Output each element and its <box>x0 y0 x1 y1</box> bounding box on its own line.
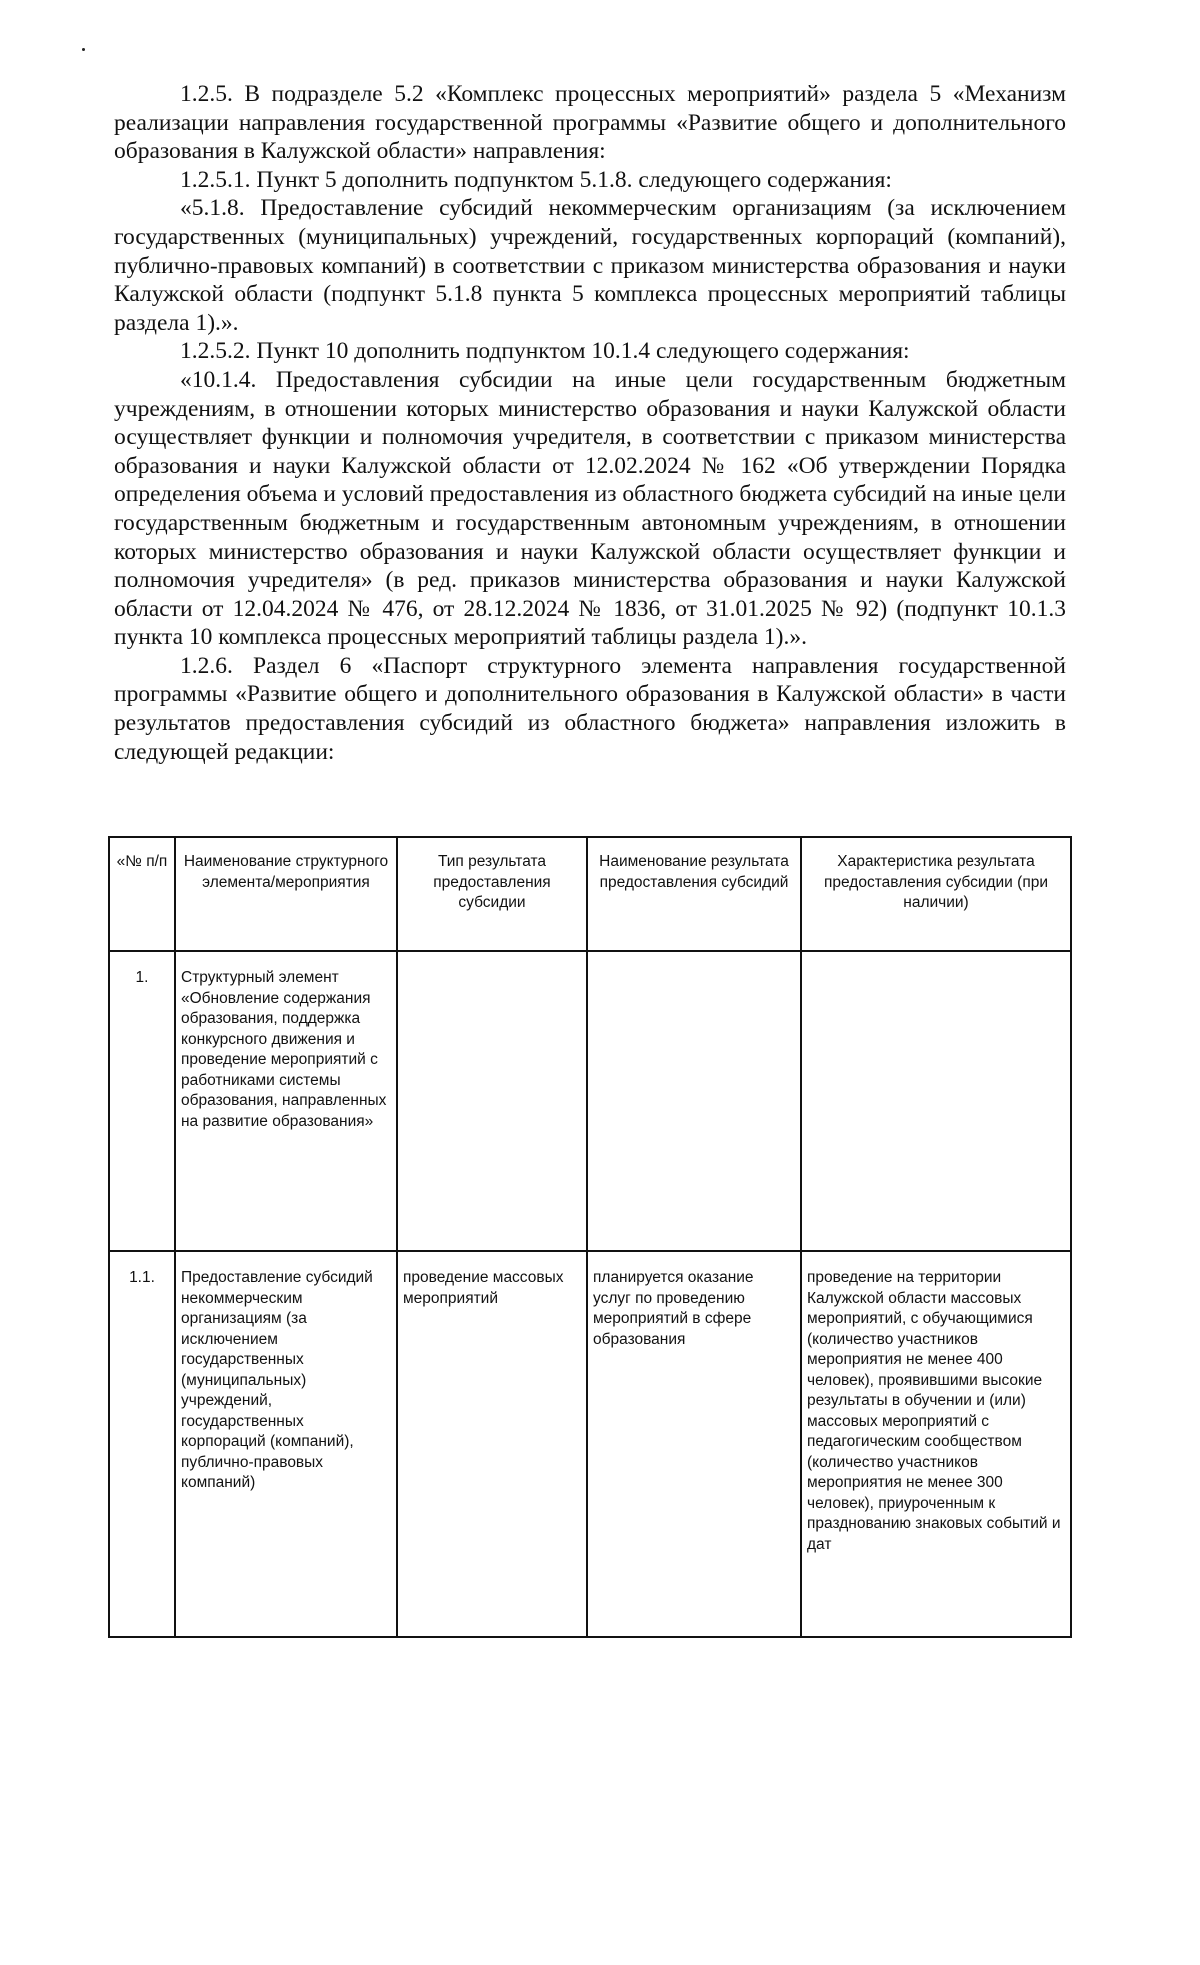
table-row <box>109 951 1071 1251</box>
header-result-characteristic: Характеристика результата предоставления субсидии (при наличии) <box>801 837 1071 951</box>
header-result-name: Наименование результата предоставления субсидий <box>587 837 801 951</box>
row-result-name: планируется оказание услуг по проведению мероприятий в сфере образования <box>587 1251 801 1637</box>
header-element-name: Наименование структурного элемента/мероприятия <box>175 837 397 951</box>
paragraph-1-2-5-1: 1.2.5.1. Пункт 5 дополнить подпунктом 5.1.8. следующего содержания: <box>180 166 892 193</box>
document-body <box>114 80 1066 766</box>
results-table <box>108 836 1072 1638</box>
header-result-type: Тип результата предоставления субсидии <box>397 837 587 951</box>
row-element-name: Структурный элемент «Обновление содержания образования, поддержка конкурсного движения и проведение мероприятий с работниками системы образования, направленных на развитие образования» <box>175 951 397 1251</box>
row-result-type <box>397 951 587 1251</box>
paragraph-10-1-4: «10.1.4. Предоставления субсидии на иные цели государственным бюджетным учреждениям, в отношении которых министерство образования и науки Калужской области осуществляет функции и полномочия учредителя, в соответствии с приказом министерства образования и науки Калужской области от 12.02.2024 № 162 «Об утверждении Порядка определения объема и условий предоставления из областного бюджета субсидий на иные цели государственным бюджетным и государственным автономным учреждениям, в отношении которых министерство образования и науки Калужской области осуществляет функции и полномочия учредителя» (в ред. приказов министерства образования и науки Калужской области от 12.04.2024 № 476, от 28.12.2024 № 1836, от 31.01.2025 № 92) (подпункт 10.1.3 пункта 10 комплекса процессных мероприятий таблицы раздела 1).». <box>114 366 1066 651</box>
row-element-name: Предоставление субсидий некоммерческим организациям (за исключением государственных (муниципальных) учреждений, государственных корпораций (компаний), публично-правовых компаний) <box>175 1251 397 1637</box>
row-result-characteristic <box>801 951 1071 1251</box>
row-result-name <box>587 951 801 1251</box>
paragraph-5-1-8: «5.1.8. Предоставление субсидий некоммерческим организациям (за исключением государственных (муниципальных) учреждений, государственных корпораций (компаний), публично-правовых компаний) в соответствии с приказом министерства образования и науки Калужской области (подпункт 5.1.8 пункта 5 комплекса процессных мероприятий таблицы раздела 1).». <box>114 195 1066 336</box>
paragraph-1-2-5-2: 1.2.5.2. Пункт 10 дополнить подпунктом 10.1.4 следующего содержания: <box>180 338 910 365</box>
row-result-characteristic: проведение на территории Калужской области массовых мероприятий, с обучающимися (количество участников мероприятия не менее 400 человек), проявившими высокие результаты в обучении и (или) массовых мероприятий с педагогическим сообществом (количество участников мероприятия не менее 300 человек), приуроченным к празднованию знаковых событий и дат <box>801 1251 1071 1637</box>
row-result-type: проведение массовых мероприятий <box>397 1251 587 1637</box>
row-num: 1.1. <box>109 1251 175 1637</box>
table-header-row <box>109 837 1071 951</box>
scan-speck <box>82 48 85 51</box>
row-num: 1. <box>109 951 175 1251</box>
header-num: «№ п/п <box>109 837 175 951</box>
paragraph-1-2-5: 1.2.5. В подразделе 5.2 «Комплекс процессных мероприятий» раздела 5 «Механизм реализации направления государственной программы «Развитие общего и дополнительного образования в Калужской области» направления: <box>114 81 1066 165</box>
table-row <box>109 1251 1071 1637</box>
paragraph-1-2-6: 1.2.6. Раздел 6 «Паспорт структурного элемента направления государственной программы «Развитие общего и дополнительного образования в Калужской области» в части результатов предоставления субсидий из областного бюджета» направления изложить в следующей редакции: <box>114 652 1066 765</box>
